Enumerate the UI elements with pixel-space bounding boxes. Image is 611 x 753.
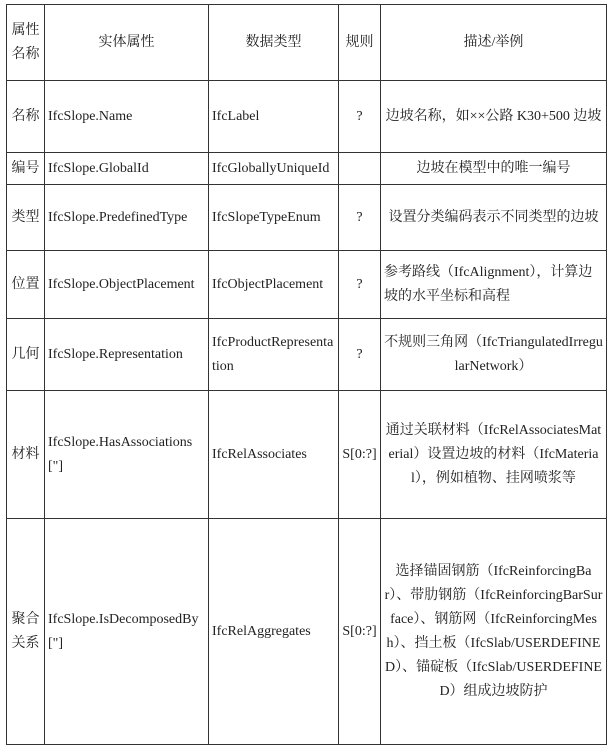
- row-data-type: IfcProductRepresentation: [209, 319, 339, 391]
- header-rule: 规则: [339, 5, 381, 81]
- table-row: [7, 251, 607, 319]
- row-data-type: IfcObjectPlacement: [209, 251, 339, 319]
- row-description: 通过关联材料（IfcRelAssociatesMaterial）设置边坡的材料（IfcMaterial），例如植物、挂网喷浆等: [381, 391, 607, 519]
- row-description: 边坡在模型中的唯一编号: [381, 153, 607, 185]
- row-data-type: IfcRelAggregates: [209, 519, 339, 745]
- row-description: 参考路线（IfcAlignment），计算边坡的水平坐标和高程: [381, 251, 607, 319]
- row-attribute-name: 编号: [7, 153, 45, 185]
- row-data-type: IfcRelAssociates: [209, 391, 339, 519]
- row-rule: ?: [339, 185, 381, 251]
- row-entity-attribute: IfcSlope.PredefinedType: [45, 185, 209, 251]
- row-rule: S[0:?]: [339, 391, 381, 519]
- table-row: [7, 519, 607, 745]
- header-entity-attribute: 实体属性: [45, 5, 209, 81]
- row-attribute-name: 材料: [7, 391, 45, 519]
- row-description: 边坡名称，如××公路 K30+500 边坡: [381, 81, 607, 153]
- row-rule: ?: [339, 81, 381, 153]
- table-row: [7, 153, 607, 185]
- table-row: [7, 185, 607, 251]
- row-entity-attribute: IfcSlope.Representation: [45, 319, 209, 391]
- table-row: [7, 391, 607, 519]
- row-entity-attribute: IfcSlope.Name: [45, 81, 209, 153]
- row-attribute-name: 几何: [7, 319, 45, 391]
- row-entity-attribute: IfcSlope.IsDecomposedBy["]: [45, 519, 209, 745]
- table-row: [7, 319, 607, 391]
- row-rule: ?: [339, 251, 381, 319]
- row-rule: [339, 153, 381, 185]
- attribute-table: [6, 4, 607, 745]
- row-data-type: IfcGloballyUniqueId: [209, 153, 339, 185]
- row-attribute-name: 位置: [7, 251, 45, 319]
- row-entity-attribute: IfcSlope.HasAssociations["]: [45, 391, 209, 519]
- header-description: 描述/举例: [381, 5, 607, 81]
- row-entity-attribute: IfcSlope.ObjectPlacement: [45, 251, 209, 319]
- row-data-type: IfcLabel: [209, 81, 339, 153]
- row-attribute-name: 聚合关系: [7, 519, 45, 745]
- header-attribute-name: 属性名称: [7, 5, 45, 81]
- row-attribute-name: 名称: [7, 81, 45, 153]
- row-description: 设置分类编码表示不同类型的边坡: [381, 185, 607, 251]
- row-data-type: IfcSlopeTypeEnum: [209, 185, 339, 251]
- row-rule: S[0:?]: [339, 519, 381, 745]
- row-rule: ?: [339, 319, 381, 391]
- table-row: [7, 81, 607, 153]
- row-entity-attribute: IfcSlope.GlobalId: [45, 153, 209, 185]
- header-data-type: 数据类型: [209, 5, 339, 81]
- row-description: 选择锚固钢筋（IfcReinforcingBar）、带肋钢筋（IfcReinforcingBarSurface）、钢筋网（IfcReinforcingMesh）、挡土板（IfcSlab/USERDEFINED）、锚碇板（IfcSlab/USERDEFINED）组成边坡防护: [381, 519, 607, 745]
- row-description: 不规则三角网（IfcTriangulatedIrregularNetwork）: [381, 319, 607, 391]
- row-attribute-name: 类型: [7, 185, 45, 251]
- table-header-row: [7, 5, 607, 81]
